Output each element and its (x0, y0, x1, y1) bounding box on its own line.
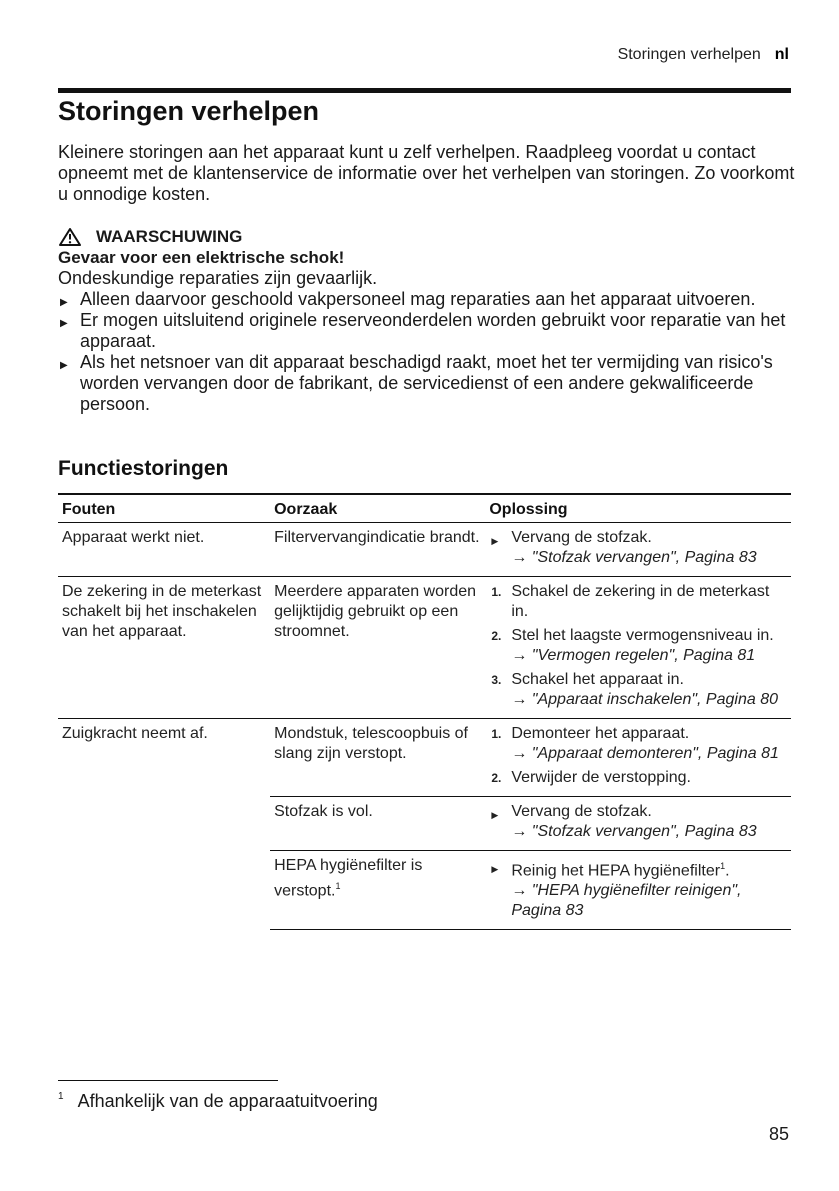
fault-cell: De zekering in de meterkast schakelt bij het inschakelen van het apparaat. (58, 577, 270, 719)
table-header-row (58, 494, 791, 523)
solution-step: 3. Schakel het apparaat in. → "Apparaat inschakelen", Pagina 80 (489, 670, 787, 710)
header-oorzaak: Oorzaak (270, 494, 485, 523)
solution-step: ▶ Vervang de stofzak. → "Stofzak vervangen", Pagina 83 (489, 802, 787, 842)
page-reference: → "Stofzak vervangen", Pagina 83 (511, 549, 757, 566)
warning-text: Ondeskundige reparaties zijn gevaarlijk. (58, 268, 378, 288)
page-number: 85 (768, 1124, 789, 1144)
warning-bullet: ▶ Als het netsnoer van dit apparaat beschadigd raakt, moet het ter vermijding van risico's worden vervangen door de fabrikant, de servicedienst of een andere gekwalificeerde persoon. (60, 352, 773, 414)
step-number: 1. (491, 727, 502, 741)
warning-list (58, 289, 798, 415)
cause-cell: HEPA hygiënefilter is verstopt.$^1$ (270, 851, 485, 930)
step-number: 3. (491, 673, 502, 687)
solution-cell (485, 851, 791, 930)
solution-step: ▶ Reinig het HEPA hygiënefilter$^1$. → "HEPA hygiënefilter reinigen", Pagina 83 (489, 856, 787, 921)
bullet-triangle-icon: ▶ (60, 318, 68, 329)
page-reference: → "Apparaat demonteren", Pagina 81 (511, 745, 779, 762)
footnote-mark: 1 (58, 1091, 64, 1102)
running-head (618, 46, 789, 64)
step-number: 1. (491, 585, 502, 599)
fault-table (58, 493, 791, 930)
solution-step: ▶ Vervang de stofzak. → "Stofzak vervangen", Pagina 83 (489, 528, 787, 568)
table-row (58, 719, 791, 797)
running-head-title: Storingen verhelpen (617, 46, 761, 63)
solution-cell (485, 577, 791, 719)
solution-cell (485, 797, 791, 851)
cause-cell: Meerdere apparaten worden gelijktijdig gebruikt op een stroomnet. (270, 577, 485, 719)
solution-cell (485, 719, 791, 797)
footnote-ref: 1 (720, 861, 726, 871)
footnote-ref: 1 (335, 881, 341, 891)
section-title: Storingen verhelpen (58, 96, 320, 126)
warning-header (58, 226, 798, 247)
solution-step: 2. Stel het laagste vermogensniveau in. → "Vermogen regelen", Pagina 81 (489, 626, 787, 666)
fault-cell: Apparaat werkt niet. (58, 523, 270, 577)
language-code: nl (774, 46, 789, 63)
footnote (58, 1091, 378, 1112)
bullet-triangle-icon: ▶ (491, 810, 499, 820)
warning-bullet: ▶ Er mogen uitsluitend originele reserveonderdelen worden gebruikt voor reparatie van het apparaat. (60, 310, 786, 351)
bullet-triangle-icon: ▶ (60, 360, 68, 371)
solution-step: 1. Demonteer het apparaat. → "Apparaat demonteren", Pagina 81 (489, 724, 787, 764)
solution-cell (485, 523, 791, 577)
intro-paragraph: Kleinere storingen aan het apparaat kunt u zelf verhelpen. Raadpleeg voordat u contact opneemt met de klantenservice de informatie over het verhelpen van storingen. Zo voorkomt u onnodige kosten. (58, 142, 795, 204)
solution-step: 2. Verwijder de verstopping. (491, 769, 691, 786)
cause-cell: Stofzak is vol. (270, 797, 485, 851)
footnote-rule (58, 1080, 278, 1081)
table-row (58, 577, 791, 719)
cause-cell: Mondstuk, telescoopbuis of slang zijn verstopt. (270, 719, 485, 797)
top-rule (58, 88, 791, 93)
page-reference: → "Apparaat inschakelen", Pagina 80 (511, 691, 778, 708)
header-fouten: Fouten (58, 494, 270, 523)
fault-cell: Zuigkracht neemt af. (62, 725, 208, 742)
bullet-triangle-icon: ▶ (491, 864, 499, 874)
subsection-title: Functiestoringen (58, 457, 229, 480)
step-number: 2. (491, 629, 502, 643)
header-oplossing: Oplossing (485, 494, 791, 523)
step-number: 2. (491, 771, 502, 785)
solution-step: 1. Schakel de zekering in de meterkast in. (491, 583, 770, 620)
warning-block (58, 226, 798, 415)
footnote-text: Afhankelijk van de apparaatuitvoering (77, 1091, 378, 1111)
cause-cell: Filtervervangindicatie brandt. (270, 523, 485, 577)
warning-triangle-icon (58, 227, 82, 247)
page-reference: → "Stofzak vervangen", Pagina 83 (511, 823, 757, 840)
warning-bullet: ▶ Alleen daarvoor geschoold vakpersoneel mag reparaties aan het apparaat uitvoeren. (58, 289, 798, 310)
page-reference: → "HEPA hygiënefilter reinigen", Pagina 83 (511, 882, 742, 920)
warning-subtitle: Gevaar voor een elektrische schok! (58, 248, 345, 267)
bullet-triangle-icon: ▶ (491, 536, 499, 546)
warning-label: WAARSCHUWING (96, 227, 243, 246)
bullet-triangle-icon: ▶ (60, 297, 68, 308)
table-row (58, 523, 791, 577)
page-reference: → "Vermogen regelen", Pagina 81 (511, 647, 756, 664)
